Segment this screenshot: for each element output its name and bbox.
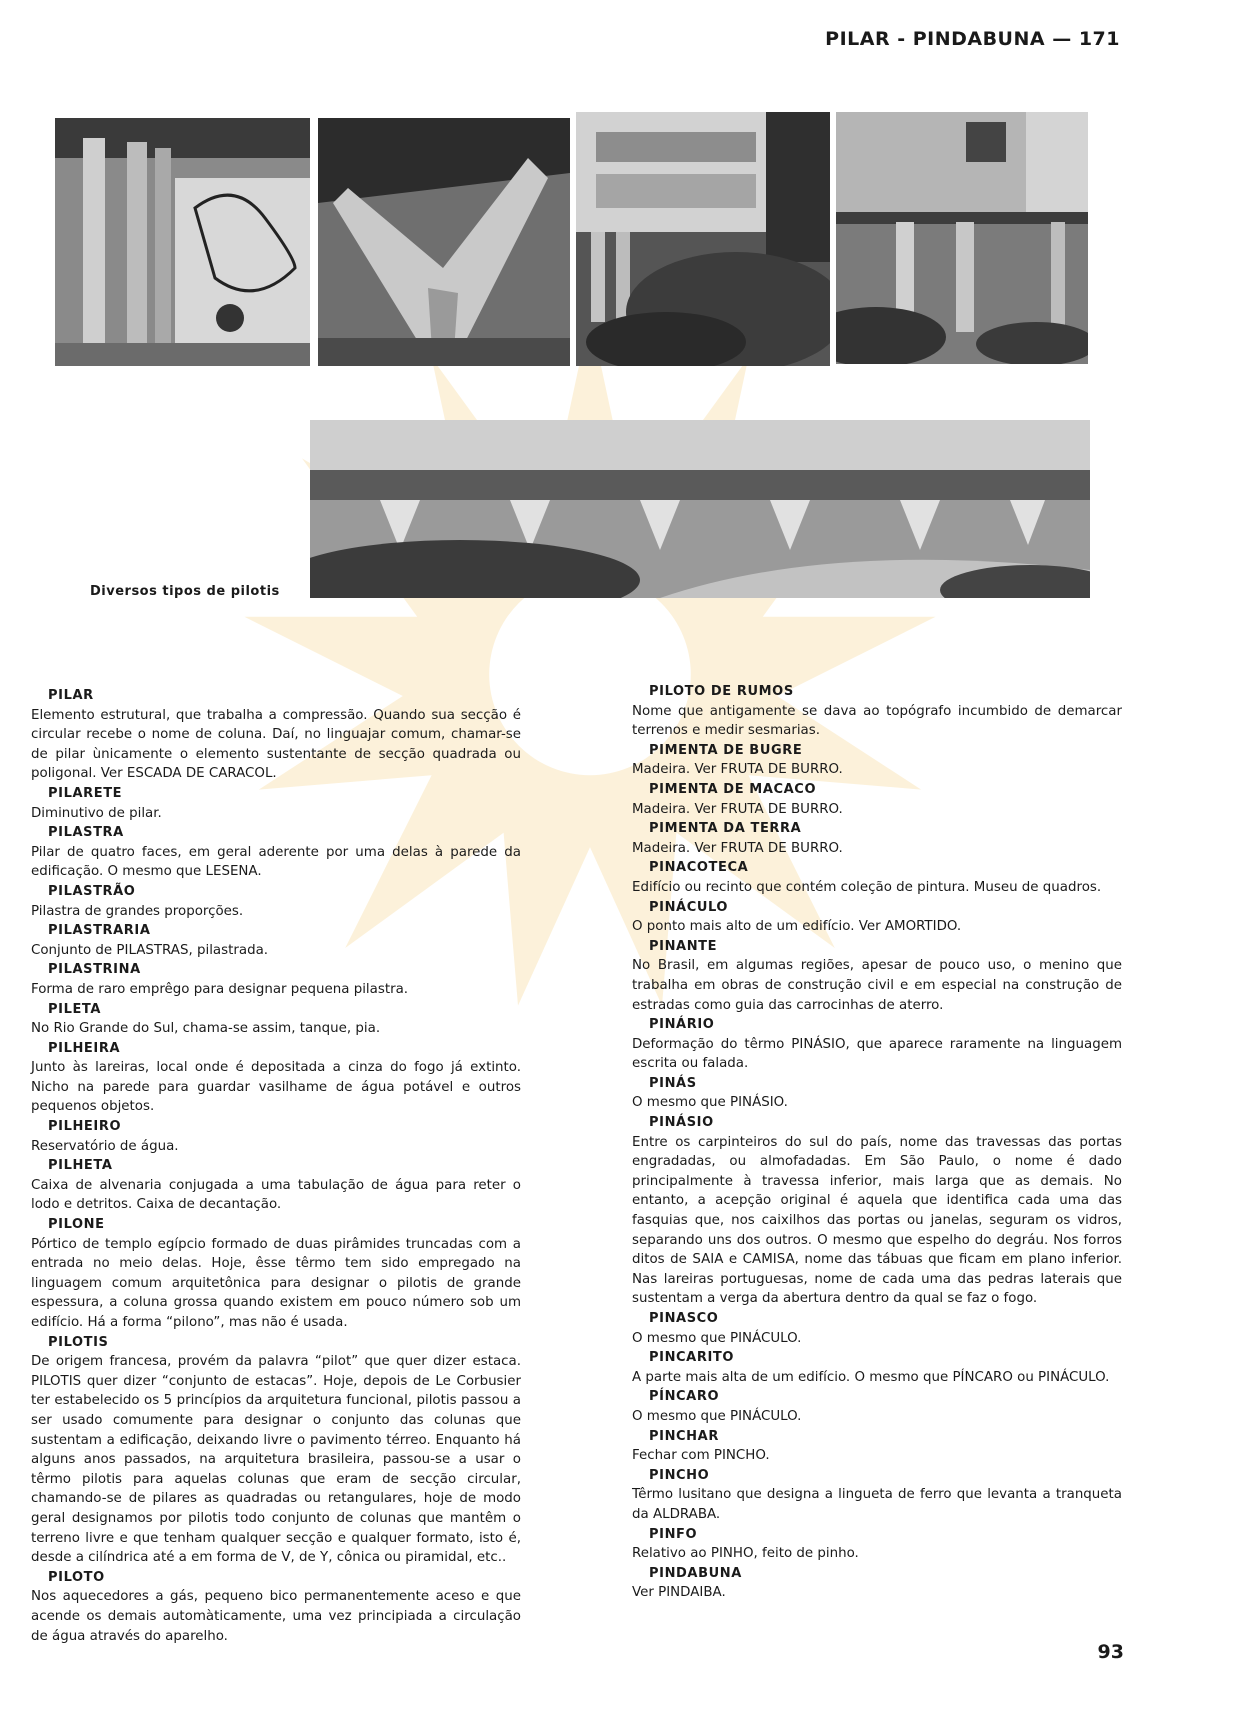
dictionary-entry	[31, 1568, 521, 1646]
entry-term: PINACOTECA	[649, 860, 749, 876]
entry-term: PINANTE	[649, 938, 718, 954]
entry-term: PILARETE	[48, 785, 123, 801]
dictionary-entry	[632, 1074, 1122, 1113]
entry-term: PILASTRARIA	[48, 923, 151, 939]
page-number: 93	[1097, 1641, 1124, 1663]
entry-definition: Entre os carpinteiros do sul do país, nome das travessas das portas engradadas, ou almofadadas. Em São Paulo, o nome é dado principalmente à travessa inferior, mais larga que as demais. No entanto, a acepção original é aquela que identifica cada uma das fasquias que, nos caixilhos das portas ou janelas, seguram os vidros, separando uns dos outros. O mesmo que espelho do degráu. Nos forros ditos de SAIA e CAMISA, nome das tábuas que ficam em plano inferior. Nas lareiras portuguesas, nome de cada uma das pedras laterais que sustentam a verga da abertura dentro da qual se faz o fogo.	[632, 1134, 1122, 1307]
dictionary-entry	[632, 682, 1122, 741]
entry-term: PILAR	[48, 688, 94, 703]
photo-pilotis-v-shaped	[318, 118, 570, 366]
entry-term: PILOTO DE RUMOS	[649, 684, 794, 699]
dictionary-entry	[632, 858, 1122, 897]
entry-term: PILASTRINA	[48, 962, 141, 978]
dictionary-entry	[31, 921, 521, 960]
entry-term: PINFO	[649, 1526, 698, 1542]
entry-definition: O mesmo que PINÁCULO.	[632, 1330, 802, 1346]
entry-definition: No Rio Grande do Sul, chama-se assim, tanque, pia.	[31, 1021, 381, 1037]
photo-pilotis-long-facade	[310, 420, 1090, 598]
dictionary-entry	[632, 937, 1122, 1015]
dictionary-entry	[632, 1113, 1122, 1309]
entry-definition: Forma de raro emprêgo para designar pequena pilastra.	[31, 981, 409, 997]
entry-definition: Reservatório de água.	[31, 1138, 179, 1154]
entry-definition: A parte mais alta de um edifício. O mesmo que PÍNCARO ou PINÁCULO.	[632, 1369, 1110, 1385]
entry-term: PILHEIRA	[48, 1040, 121, 1056]
entry-definition: De origem francesa, provém da palavra “pilot” que quer dizer estaca. PILOTIS quer dizer “conjunto de estacas”. Hoje, depois de Le Corbusier ter estabelecido os 5 princípios da arquitetura funcional, pilotis passou a ser usado comumente para designar o conjunto das colunas que sustentam a edificação, deixando livre o pavimento térreo. Enquanto há alguns anos passados, na arquitetura brasileira, passou-se a usar o têrmo pilotis para aquelas colunas que eram de secção circular, chamando-se de pilares as quadradas ou retangulares, hoje de modo geral designamos por pilotis todo conjunto de colunas que mantêm o terreno livre e que tenham qualquer secção e qualquer formato, isto é, desde a cilíndrica até a em forma de V, de Y, cônica ou piramidal, etc..	[31, 1354, 521, 1566]
dictionary-entry	[31, 882, 521, 921]
entry-term: PIMENTA DE MACACO	[649, 781, 817, 797]
dictionary-entry	[31, 686, 521, 784]
entry-definition: Edifício ou recinto que contém coleção de pintura. Museu de quadros.	[632, 879, 1102, 895]
dictionary-entry	[31, 1333, 521, 1568]
dictionary-entry	[632, 1466, 1122, 1525]
entry-term: PILOTO	[48, 1569, 105, 1585]
entry-term: PINCHO	[649, 1467, 710, 1483]
dictionary-entry	[632, 1348, 1122, 1387]
running-head: PILAR - PINDABUNA — 171	[825, 28, 1120, 50]
entry-definition: O mesmo que PINÁCULO.	[632, 1408, 802, 1424]
dictionary-entry	[632, 780, 1122, 819]
entry-term: PINCHAR	[649, 1428, 719, 1444]
entry-term: PINDABUNA	[649, 1565, 742, 1581]
dictionary-entry	[632, 1564, 1122, 1603]
dictionary-entry	[632, 1309, 1122, 1348]
entry-definition: Madeira. Ver FRUTA DE BURRO.	[632, 840, 843, 856]
dictionary-entry	[31, 1156, 521, 1215]
dictionary-entry	[31, 1000, 521, 1039]
right-column	[632, 682, 1122, 1603]
dictionary-entry	[632, 819, 1122, 858]
entry-term: PILHEIRO	[48, 1119, 122, 1135]
entry-definition: Ver PINDAIBA.	[632, 1585, 726, 1601]
entry-definition: Pilar de quatro faces, em geral aderente por uma delas à parede da edificação. O mesmo que LESENA.	[31, 844, 521, 880]
entry-definition: Elemento estrutural, que trabalha a compressão. Quando sua secção é circular recebe o nome de coluna. Daí, no linguajar comum, chamar-se de pilar ùnicamente o elemento sustentante de secção quadrada ou poligonal. Ver ESCADA DE CARACOL.	[31, 707, 521, 782]
dictionary-entry	[632, 898, 1122, 937]
entry-definition: Relativo ao PINHO, feito de pinho.	[632, 1546, 859, 1562]
entry-term: PINÁCULO	[649, 899, 729, 915]
entry-term: PINÁSIO	[649, 1115, 714, 1131]
dictionary-entry	[31, 960, 521, 999]
dictionary-entry	[31, 1039, 521, 1117]
dictionary-entry	[632, 1387, 1122, 1426]
dictionary-entry	[632, 1427, 1122, 1466]
dictionary-entry	[31, 1117, 521, 1156]
entry-term: PILONE	[48, 1217, 105, 1233]
dictionary-entry	[31, 823, 521, 882]
entry-definition: Pórtico de templo egípcio formado de duas pirâmides truncadas com a entrada no meio delas. Hoje, êsse têrmo tem sido empregado na linguagem comum arquitetônica para designar o pilotis de grande espessura, a coluna grossa quando existem em pouco número sob um edifício. Há a forma “pilono”, mas não é usada.	[31, 1236, 521, 1330]
entry-definition: Madeira. Ver FRUTA DE BURRO.	[632, 801, 843, 817]
entry-term: PÍNCARO	[649, 1389, 720, 1405]
entry-definition: Nos aquecedores a gás, pequeno bico permanentemente aceso e que acende os demais automàticamente, uma vez principiada a circulação de água através do aparelho.	[31, 1589, 521, 1644]
entry-definition: Nome que antigamente se dava ao topógrafo incumbido de demarcar terrenos e medir sesmarias.	[632, 703, 1122, 739]
entry-term: PILHETA	[48, 1158, 113, 1174]
photo-pilotis-mural	[55, 118, 310, 366]
dictionary-entry	[632, 1015, 1122, 1074]
entry-definition: Diminutivo de pilar.	[31, 805, 162, 821]
dictionary-entry	[31, 784, 521, 823]
entry-term: PIMENTA DE BUGRE	[649, 742, 803, 758]
entry-definition: Junto às lareiras, local onde é depositada a cinza do fogo já extinto. Nicho na parede para guardar vasilhame de água potável e outros pequenos objetos.	[31, 1060, 521, 1115]
entry-definition: No Brasil, em algumas regiões, apesar de pouco uso, o menino que trabalha em obras de construção civil e em especial na construção de estradas como guia das carrocinhas de aterro.	[632, 958, 1122, 1013]
left-column	[31, 686, 521, 1646]
entry-term: PILASTRÃO	[48, 883, 136, 899]
dictionary-entry	[31, 1215, 521, 1333]
entry-term: PINÁRIO	[649, 1017, 715, 1033]
entry-definition: O ponto mais alto de um edifício. Ver AMORTIDO.	[632, 919, 962, 935]
entry-definition: Caixa de alvenaria conjugada a uma tabulação de água para reter o lodo e detritos. Caixa de decantação.	[31, 1177, 521, 1213]
entry-term: PINCARITO	[649, 1350, 735, 1366]
entry-definition: O mesmo que PINÁSIO.	[632, 1095, 788, 1111]
entry-term: PILETA	[48, 1001, 102, 1017]
entry-definition: Conjunto de PILASTRAS, pilastrada.	[31, 942, 269, 958]
photo-pilotis-garden	[576, 112, 830, 366]
photo-caption: Diversos tipos de pilotis	[90, 584, 280, 599]
entry-term: PINASCO	[649, 1311, 719, 1326]
entry-term: PILOTIS	[48, 1334, 109, 1350]
entry-term: PILASTRA	[48, 825, 124, 841]
entry-term: PINÁS	[649, 1075, 697, 1091]
entry-definition: Madeira. Ver FRUTA DE BURRO.	[632, 762, 843, 778]
entry-definition: Pilastra de grandes proporções.	[31, 903, 244, 919]
entry-definition: Têrmo lusitano que designa a lingueta de ferro que levanta a tranqueta da ALDRABA.	[632, 1487, 1122, 1522]
dictionary-entry	[632, 741, 1122, 780]
dictionary-entry	[632, 1525, 1122, 1564]
entry-term: PIMENTA DA TERRA	[649, 821, 802, 837]
entry-definition: Deformação do têrmo PINÁSIO, que aparece raramente na linguagem escrita ou falada.	[632, 1036, 1122, 1072]
photo-pilotis-cobogo	[836, 112, 1088, 364]
entry-definition: Fechar com PINCHO.	[632, 1448, 770, 1464]
